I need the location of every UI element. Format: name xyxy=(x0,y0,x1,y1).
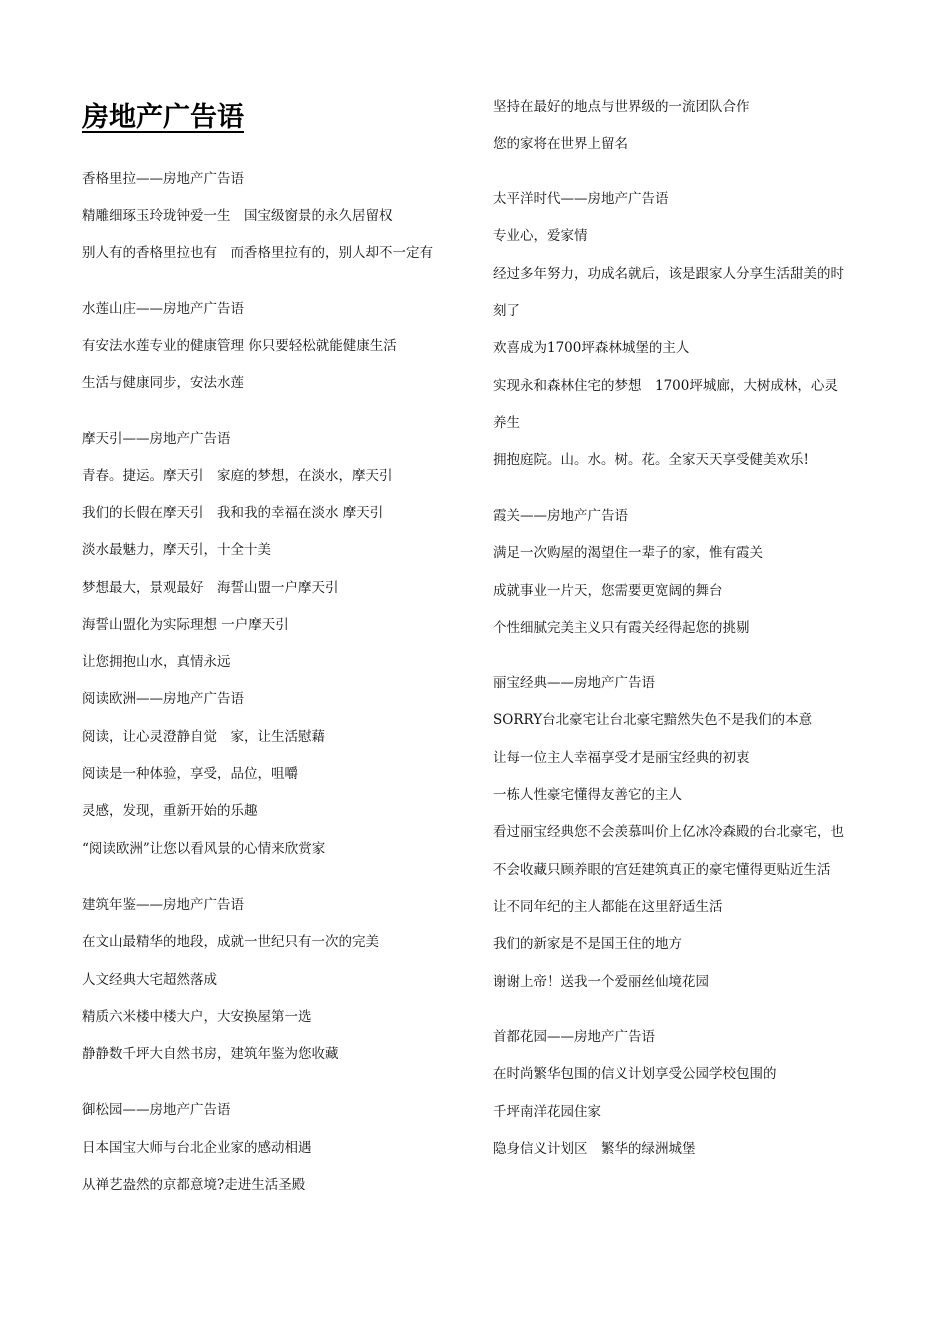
right-column-line: 谢谢上帝！送我一个爱丽丝仙境花园 xyxy=(493,974,709,990)
right-column-line: 在时尚繁华包围的信义计划享受公园学校包围的 xyxy=(493,1066,777,1082)
page-title: 房地产广告语 xyxy=(82,102,244,133)
left-column-line: 海誓山盟化为实际理想 一户摩天引 xyxy=(82,617,289,633)
left-column-line: 水莲山庄——房地产广告语 xyxy=(82,301,244,317)
left-column-line: 静静数千坪大自然书房，建筑年鉴为您收藏 xyxy=(82,1046,339,1062)
right-column-line: 欢喜成为1700坪森林城堡的主人 xyxy=(493,340,690,356)
right-column-line: 千坪南洋花园住家 xyxy=(493,1104,601,1120)
right-column-line: 个性细腻完美主义只有霞关经得起您的挑剔 xyxy=(493,620,750,636)
left-column-line: 从禅艺盎然的京都意境?走进生活圣殿 xyxy=(82,1177,306,1193)
right-column-line: 满足一次购屋的渴望住一辈子的家，惟有霞关 xyxy=(493,545,763,561)
right-column-line: 您的家将在世界上留名 xyxy=(493,136,628,152)
right-column-line: 不会收藏只顾养眼的宫廷建筑真正的豪宅懂得更贴近生活 xyxy=(493,862,831,878)
right-column-line: 我们的新家是不是国王住的地方 xyxy=(493,936,682,952)
left-column-line: 阅读，让心灵澄静自觉 家，让生活慰藉 xyxy=(82,729,325,745)
right-column-line: 让每一位主人幸福享受才是丽宝经典的初衷 xyxy=(493,750,750,766)
right-column-line: 经过多年努力，功成名就后，该是跟家人分享生活甜美的时 xyxy=(493,266,844,282)
left-column-line: 在文山最精华的地段，成就一世纪只有一次的完美 xyxy=(82,934,379,950)
left-column-line: “阅读欧洲”让您以看风景的心情来欣赏家 xyxy=(82,841,326,857)
left-column-line: 淡水最魅力，摩天引，十全十美 xyxy=(82,542,271,558)
right-column-line: 一栋人性豪宅懂得友善它的主人 xyxy=(493,787,682,803)
right-column-line: 拥抱庭院。山。水。树。花。全家天天享受健美欢乐! xyxy=(493,452,809,468)
left-column-line: 阅读是一种体验，享受，品位，咀嚼 xyxy=(82,766,298,782)
left-column-line: 御松园——房地产广告语 xyxy=(82,1102,231,1118)
right-column-line: 首都花园——房地产广告语 xyxy=(493,1029,655,1045)
right-column-line: 太平洋时代——房地产广告语 xyxy=(493,191,669,207)
left-column-line: 别人有的香格里拉也有 而香格里拉有的，别人却不一定有 xyxy=(82,245,433,261)
left-column-line: 建筑年鉴——房地产广告语 xyxy=(82,897,244,913)
left-column-line: 日本国宝大师与台北企业家的感动相遇 xyxy=(82,1140,312,1156)
right-column-line: 成就事业一片天，您需要更宽阔的舞台 xyxy=(493,583,723,599)
right-column-line: 霞关——房地产广告语 xyxy=(493,508,628,524)
left-column-line: 精雕细琢玉玲珑钟爱一生 国宝级窗景的永久居留权 xyxy=(82,208,393,224)
left-column-line: 香格里拉——房地产广告语 xyxy=(82,171,244,187)
left-column-line: 精质六米楼中楼大户，大安换屋第一选 xyxy=(82,1009,312,1025)
right-column-line: 坚持在最好的地点与世界级的一流团队合作 xyxy=(493,99,750,115)
left-column-line: 我们的长假在摩天引 我和我的幸福在淡水 摩天引 xyxy=(82,505,384,521)
left-column-line: 摩天引——房地产广告语 xyxy=(82,431,231,447)
right-column-line: 刻了 xyxy=(493,303,520,319)
right-column-line: SORRY台北豪宅让台北豪宅黯然失色不是我们的本意 xyxy=(493,712,813,728)
right-column-line: 看过丽宝经典您不会羡慕叫价上亿冰冷森殿的台北豪宅，也 xyxy=(493,824,844,840)
right-column-line: 实现永和森林住宅的梦想 1700坪城廊，大树成林，心灵 xyxy=(493,378,838,394)
left-column-line: 阅读欧洲——房地产广告语 xyxy=(82,691,244,707)
left-column-line: 灵感，发现，重新开始的乐趣 xyxy=(82,803,258,819)
left-column-line: 人文经典大宅超然落成 xyxy=(82,972,217,988)
left-column-line: 生活与健康同步，安法水莲 xyxy=(82,375,244,391)
right-column-line: 丽宝经典——房地产广告语 xyxy=(493,675,655,691)
right-column-line: 养生 xyxy=(493,415,520,431)
right-column-line: 隐身信义计划区 繁华的绿洲城堡 xyxy=(493,1141,696,1157)
right-column-line: 让不同年纪的主人都能在这里舒适生活 xyxy=(493,899,723,915)
left-column-line: 有安法水莲专业的健康管理 你只要轻松就能健康生活 xyxy=(82,338,397,354)
right-column-line: 专业心，爱家情 xyxy=(493,228,588,244)
left-column-line: 梦想最大，景观最好 海誓山盟一户摩天引 xyxy=(82,580,339,596)
left-column-line: 让您拥抱山水，真情永远 xyxy=(82,654,231,670)
left-column-line: 青春。捷运。摩天引 家庭的梦想，在淡水，摩天引 xyxy=(82,468,393,484)
